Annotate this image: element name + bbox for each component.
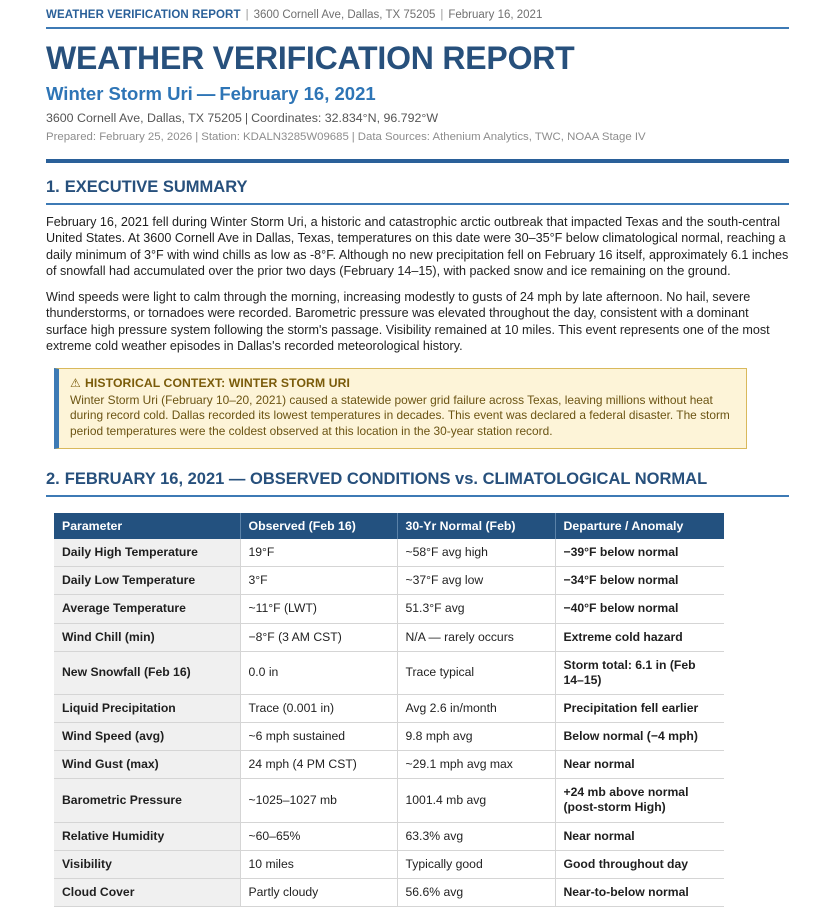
cell-observed: ~1025–1027 mb [240, 779, 397, 822]
cell-normal: ~37°F avg low [397, 567, 555, 595]
table-row [54, 850, 724, 878]
cell-parameter: Wind Chill (min) [54, 623, 240, 651]
cell-observed: ~6 mph sustained [240, 723, 397, 751]
cell-observed: ~11°F (LWT) [240, 595, 397, 623]
cell-observed: 19°F [240, 539, 397, 567]
cell-departure: Near-to-below normal [555, 878, 724, 906]
meta-station: Station: KDALN3285W09685 [201, 131, 349, 144]
cell-observed: Partly cloudy [240, 878, 397, 906]
historical-context-callout [54, 368, 747, 449]
cell-departure: Good throughout day [555, 850, 724, 878]
cell-departure: +24 mb above normal (post-storm High) [555, 779, 724, 822]
cell-departure: −40°F below normal [555, 595, 724, 623]
table-row [54, 595, 724, 623]
cell-normal: Trace typical [397, 651, 555, 694]
cell-parameter: Cloud Cover [54, 878, 240, 906]
cell-normal: N/A — rarely occurs [397, 623, 555, 651]
table-row [54, 694, 724, 722]
cell-normal: 63.3% avg [397, 822, 555, 850]
section-1-title: EXECUTIVE SUMMARY [64, 177, 248, 196]
table-row [54, 779, 724, 822]
cell-observed: 0.0 in [240, 651, 397, 694]
cell-departure: Storm total: 6.1 in (Feb 14–15) [555, 651, 724, 694]
subtitle-date: February 16, 2021 [219, 82, 376, 104]
cell-departure: Precipitation fell earlier [555, 694, 724, 722]
cell-parameter: Liquid Precipitation [54, 694, 240, 722]
table-row [54, 539, 724, 567]
cell-normal: ~29.1 mph avg max [397, 751, 555, 779]
section-1-heading [46, 177, 789, 197]
title-block-divider [46, 159, 789, 163]
column-header-4: Departure / Anomaly [555, 513, 724, 539]
meta-separator-1: | [244, 110, 249, 125]
cell-normal: 1001.4 mb avg [397, 779, 555, 822]
document-meta-provenance [46, 130, 789, 144]
running-header-title: WEATHER VERIFICATION REPORT [46, 9, 241, 21]
table-row [54, 878, 724, 906]
cell-parameter: New Snowfall (Feb 16) [54, 651, 240, 694]
cell-normal: Typically good [397, 850, 555, 878]
running-header-location: 3600 Cornell Ave, Dallas, TX 75205 [253, 9, 436, 21]
callout-heading [70, 376, 735, 390]
running-header-date: February 16, 2021 [448, 9, 543, 21]
table-row [54, 623, 724, 651]
cell-parameter: Daily Low Temperature [54, 567, 240, 595]
meta-separator-3: | [351, 131, 355, 144]
cell-observed: −8°F (3 AM CST) [240, 623, 397, 651]
meta-data-sources: Data Sources: Athenium Analytics, TWC, NOAA Stage IV [357, 131, 646, 144]
cell-departure: −34°F below normal [555, 567, 724, 595]
title-block [46, 29, 789, 145]
cell-parameter: Visibility [54, 850, 240, 878]
section-2-rule [46, 495, 789, 497]
subtitle-dash: — [196, 82, 216, 104]
conditions-table [54, 513, 724, 907]
cell-observed: 10 miles [240, 850, 397, 878]
cell-normal: 51.3°F avg [397, 595, 555, 623]
column-header-3: 30-Yr Normal (Feb) [397, 513, 555, 539]
cell-observed: 3°F [240, 567, 397, 595]
section-1-rule [46, 203, 789, 205]
callout-heading-text: HISTORICAL CONTEXT: WINTER STORM URI [85, 375, 350, 390]
conditions-table-body [54, 539, 724, 906]
table-header-row [54, 513, 724, 539]
cell-observed: 24 mph (4 PM CST) [240, 751, 397, 779]
conditions-table-wrapper [54, 513, 774, 907]
column-header-1: Parameter [54, 513, 240, 539]
table-row [54, 567, 724, 595]
cell-parameter: Wind Gust (max) [54, 751, 240, 779]
document-meta-location [46, 111, 789, 127]
cell-normal: Avg 2.6 in/month [397, 694, 555, 722]
executive-summary-paragraph-1: February 16, 2021 fell during Winter Storm Uri, a historic and catastrophic arctic outbreak that impacted Texas and the south-central United States. At 3600 Cornell Ave in Dallas, Texas, temperatures on this date were 30–35°F below climatological normal, reaching a daily minimum of 3°F with wind chills as low as -8°F. Although no new precipitation fell on February 16 itself, approximately 6.1 inches of snowfall had accumulated over the prior two days (February 14–15), with packed snow and ice remaining on the ground. [46, 214, 789, 279]
warning-triangle-icon: ⚠ [70, 375, 82, 390]
meta-separator-2: | [195, 131, 199, 144]
section-1-number: 1. [46, 177, 60, 196]
document-subtitle [46, 83, 789, 104]
cell-parameter: Barometric Pressure [54, 779, 240, 822]
cell-normal: 9.8 mph avg [397, 723, 555, 751]
cell-parameter: Average Temperature [54, 595, 240, 623]
running-header-separator-2: | [440, 9, 444, 21]
cell-departure: Extreme cold hazard [555, 623, 724, 651]
meta-prepared: Prepared: February 25, 2026 [46, 131, 193, 144]
document-title: WEATHER VERIFICATION REPORT [46, 40, 575, 76]
cell-normal: 56.6% avg [397, 878, 555, 906]
cell-observed: ~60–65% [240, 822, 397, 850]
section-2-title: FEBRUARY 16, 2021 — OBSERVED CONDITIONS vs. CLIMATOLOGICAL NORMAL [64, 470, 708, 489]
cell-departure: Near normal [555, 751, 724, 779]
cell-departure: Below normal (−4 mph) [555, 723, 724, 751]
cell-observed: Trace (0.001 in) [240, 694, 397, 722]
section-2-number: 2. [46, 470, 60, 489]
conditions-table-head [54, 513, 724, 539]
table-row [54, 651, 724, 694]
subtitle-event-name: Winter Storm Uri [46, 82, 193, 104]
table-row [54, 751, 724, 779]
meta-coordinates: Coordinates: 32.834°N, 96.792°W [251, 110, 439, 125]
table-row [54, 822, 724, 850]
running-header [46, 0, 789, 21]
cell-parameter: Wind Speed (avg) [54, 723, 240, 751]
running-header-separator-1: | [245, 9, 249, 21]
section-executive-summary [46, 177, 789, 449]
meta-address: 3600 Cornell Ave, Dallas, TX 75205 [46, 110, 242, 125]
cell-parameter: Daily High Temperature [54, 539, 240, 567]
table-row [54, 723, 724, 751]
section-observed-conditions [46, 469, 789, 907]
cell-departure: −39°F below normal [555, 539, 724, 567]
cell-parameter: Relative Humidity [54, 822, 240, 850]
column-header-2: Observed (Feb 16) [240, 513, 397, 539]
executive-summary-paragraph-2: Wind speeds were light to calm through the morning, increasing modestly to gusts of 24 mph by late afternoon. No hail, severe thunderstorms, or tornadoes were recorded. Barometric pressure was elevated throughout the day, consistent with a dominant surface high pressure system following the storm's passage. Visibility remained at 10 miles. This event represents one of the most extreme cold weather episodes in Dallas's recorded meteorological history. [46, 289, 770, 354]
callout-body-text: Winter Storm Uri (February 10–20, 2021) caused a statewide power grid failure across Texas, leaving millions without heat during record cold. Dallas recorded its lowest temperatures in decades. This event was declared a federal disaster. The storm period temperatures were the coldest observed at this location in the 30-year station record. [70, 392, 730, 438]
cell-departure: Near normal [555, 822, 724, 850]
section-2-heading [46, 469, 789, 489]
cell-normal: ~58°F avg high [397, 539, 555, 567]
